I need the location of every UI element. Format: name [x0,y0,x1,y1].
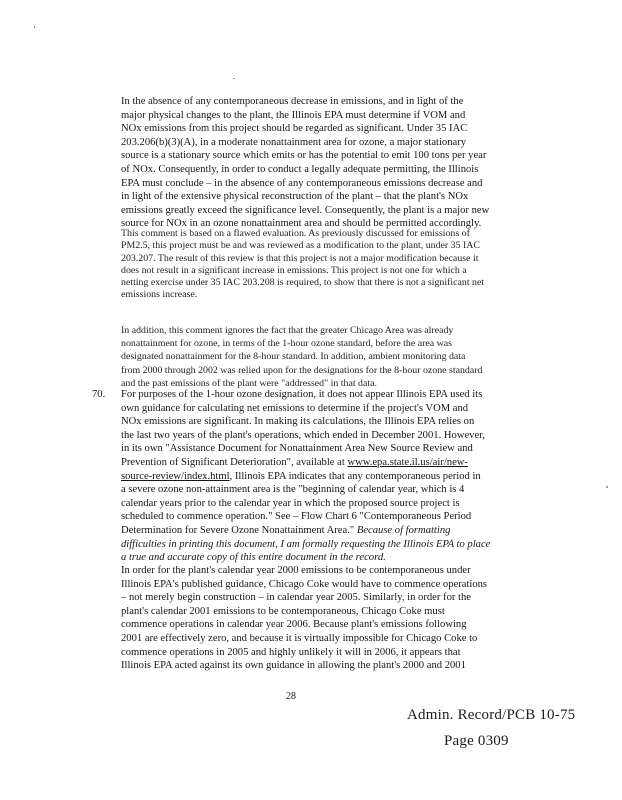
text-line: In the absence of any contemporaneous decrease in emissions, and in light of the [121,96,464,107]
text-line: a severe ozone non-attainment area is the "beginning of calendar year, which is 4 [121,484,465,496]
italic-request: difficulties in printing this document, I am formally requesting the Illinois EPA to place [121,538,491,550]
response-paragraph-chicago-area [121,324,482,390]
text-line: commence operations in 2005 and highly unlikely it will in 2006, it appears that [121,646,461,658]
scan-speck [233,78,235,79]
text-line: Illinois EPA's published guidance, Chicago Coke would have to commence operations [121,578,488,590]
text-line: calendar years prior to the calendar year in which the proposed source project is [121,497,460,509]
text-line: This comment is based on a flawed evaluation. As previously discussed for emissions of [121,228,470,239]
text-line: the last two years of the plant's operations, which ended in December 2001. However, [121,429,485,441]
text-line: from 2000 through 2002 was relied upon for the designations for the 8-hour ozone standard [121,364,483,376]
text-line: PM2.5, this project must be and was reviewed as a modification to the plant, under 35 IAC [121,240,480,252]
text-line: In order for the plant's calendar year 2000 emissions to be contemporaneous under [121,565,471,576]
text-line [121,470,490,484]
text-line [121,524,490,538]
text-line: emissions greatly exceed the significance level. Consequently, the plant is a major new [121,204,490,216]
paragraph-major-source [121,95,489,231]
text-line: source for NOx in an ozone nonattainment area and should be permitted accordingly. [121,218,482,230]
text-line: – not merely begin construction – in calendar year 2005. Similarly, in order for the [121,592,471,604]
text-line: emissions increase. [121,289,198,301]
scan-speck [34,26,35,28]
text-line: nonattainment for ozone, in terms of the 1-hour ozone standard, before the area was [121,338,452,350]
text-line: For purposes of the 1-hour ozone designation, it does not appear Illinois EPA used its [121,389,483,400]
admin-record-stamp: Admin. Record/PCB 10-75 [407,707,576,723]
record-page-stamp: Page 0309 [444,733,509,749]
text-run: , Illinois EPA indicates that any contemporaneous period in [229,470,481,482]
text-line: own guidance for calculating net emissions to determine if the project's VOM and [121,402,469,414]
text-line: plant's calendar 2001 emissions to be contemporaneous, Chicago Coke must [121,605,445,617]
comment-number: 70. [92,389,106,400]
italic-request: Because of formatting [356,524,451,536]
guidance-url-link-continued[interactable]: source-review/index.html [121,470,230,482]
text-line: NOx emissions are significant. In making its calculations, the Illinois EPA relies on [121,416,475,428]
text-line: In addition, this comment ignores the fact that the greater Chicago Area was already [121,325,454,336]
text-line: of NOx. Consequently, in order to conduct a legally adequate permitting, the Illinois [121,163,479,175]
text-line: and the past emissions of the plant were "addressed" in that data. [121,377,377,389]
italic-request: a true and accurate copy of this entire document in the record. [121,552,386,564]
text-line: EPA must conclude – in the absence of any contemporaneous emissions decrease and [121,177,483,189]
text-line: scheduled to commence operation." See – Flow Chart 6 "Contemporaneous Period [121,511,472,523]
guidance-url-link[interactable]: www.epa.state.il.us/air/new- [347,456,468,468]
text-line: in light of the extensive physical reconstruction of the plant – that the plant's NOx [121,191,469,203]
text-line: 203.207. The result of this review is that this project is not a major modification because it [121,252,479,264]
text-line: in its own "Assistance Document for Nonattainment Area New Source Review and [121,443,473,455]
text-run: Determination for Severe Ozone Nonattainment Area." [121,524,357,536]
text-line: designated nonattainment for the 8-hour standard. In addition, ambient monitoring data [121,351,466,363]
footer-page-number: 28 [286,691,296,702]
response-paragraph-flawed-evaluation [121,228,484,302]
text-line: commence operations in calendar year 2006. Because plant's emissions following [121,619,467,631]
comment-70-paragraph [121,388,490,565]
scan-speck [606,486,608,488]
text-line: 2001 are effectively zero, and because it is virtually impossible for Chicago Coke to [121,632,478,644]
text-run: Prevention of Significant Deterioration", available at [121,456,348,468]
text-line: netting exercise under 35 IAC 203.208 is required, to show that there is not a significant net [121,277,485,289]
text-line: NOx emissions from this project should be regarded as significant. Under 35 IAC [121,123,468,135]
text-line: source is a stationary source which emits or has the potential to emit 100 tons per year [121,150,487,162]
text-line: 203.206(b)(3)(A), in a moderate nonattainment area for ozone, a major stationary [121,136,467,148]
text-line: Illinois EPA acted against its own guidance in allowing the plant's 2000 and 2001 [121,660,466,672]
paragraph-calendar-years [121,564,487,673]
text-line: does not result in a significant increase in emissions. This project is not one for which a [121,264,467,276]
text-line: major physical changes to the plant, the Illinois EPA must determine if VOM and [121,109,466,121]
text-line [121,456,490,470]
